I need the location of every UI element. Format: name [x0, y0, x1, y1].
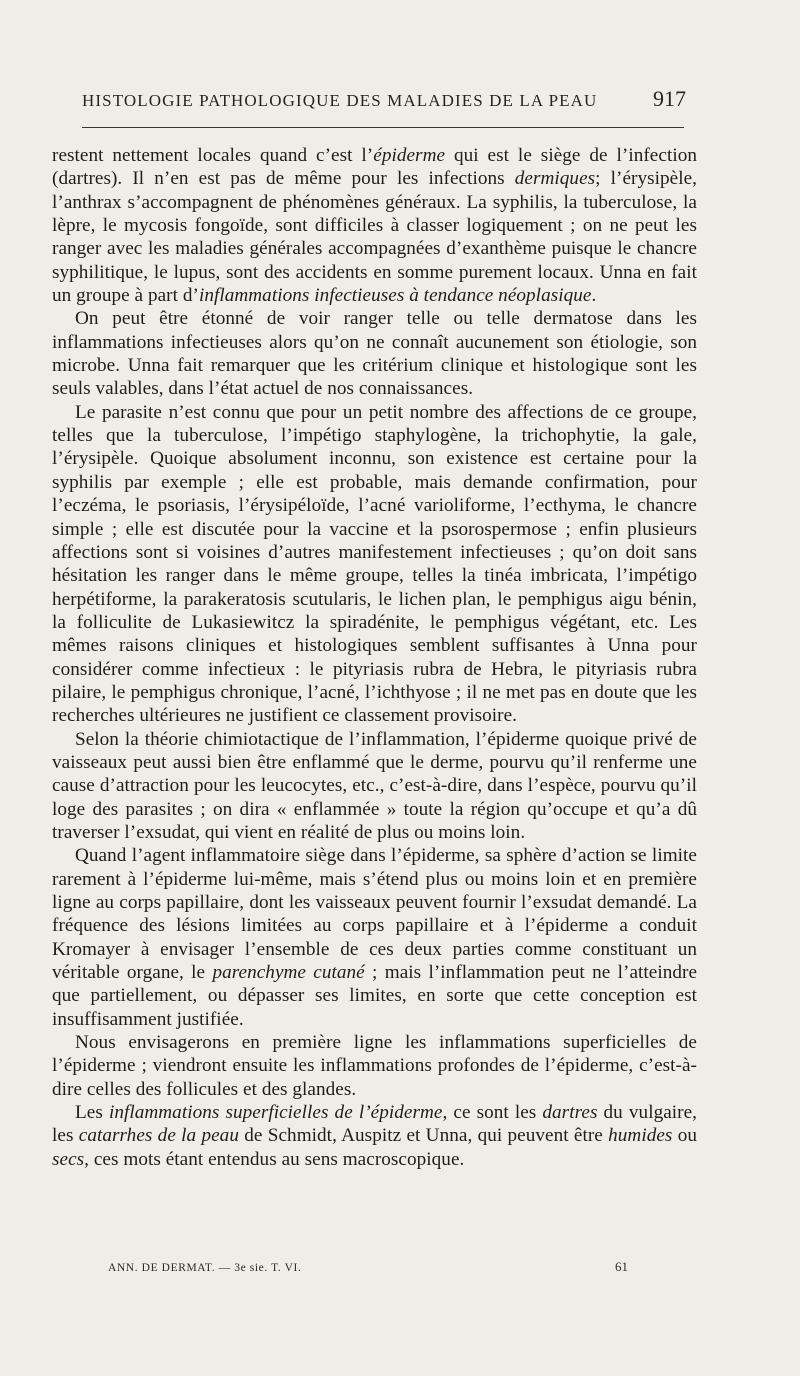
text-run: On peut être étonné de voir ranger telle ou telle dermatose dans les inflammations infectieuses alors qu’on ne connaît aucunement son étiologie, son microbe. Unna fait remarquer que les critérium clinique et histologique sont les seuls valables, dans l’état actuel de nos connaissances.: [52, 308, 697, 400]
text-run: , ces mots étant entendus au sens macroscopique.: [84, 1148, 465, 1170]
paragraph: [52, 307, 697, 400]
italic-text: secs: [52, 1148, 85, 1170]
paragraph: [52, 1031, 697, 1101]
paragraph: [52, 728, 697, 845]
running-header: [82, 86, 686, 116]
italic-text: dermiques: [514, 168, 596, 190]
sheet-number: 61: [615, 1259, 628, 1274]
italic-text: dartres: [542, 1102, 598, 1124]
text-run: Le parasite n’est connu que pour un petit nombre des affections de ce groupe, telles que la tuberculose, l’impétigo staphylogène, la trichophytie, la gale, l’érysipèle. Quoique absolument inconnu, son existence est certaine pour la syphilis par exemple ; elle est probable, mais demande confirmation, pour l’eczéma, le psoriasis, l’érysipéloïde, l’acné varioliforme, l’ecthyma, le chancre simple ; elle est discutée pour la vaccine et la psorospermose ; enfin plusieurs affections sont si voisines d’autres manifestement infectieuses ; qu’on doit sans hésitation les ranger dans le même groupe, telles la tinéa imbricata, l’impétigo herpétiforme, la parakeratosis scutularis, le lichen plan, le pemphigus aigu bénin, la folliculite de Lukasiewitcz la spiradénite, le pemphigus végétant, etc. Les mêmes raisons cliniques et histologiques semblent suffisantes à Unna pour considérer comme infectieux : le pityriasis rubra de Hebra, le pityriasis rubra pilaire, le pemphigus chronique, l’acné, l’ichthyose ; il ne met pas en doute que les recherches ultérieures ne justifient ce classement provisoire.: [52, 401, 697, 727]
signature-footer: [108, 1259, 628, 1275]
text-run: du vulgaire, les: [52, 1102, 698, 1147]
paragraph: [52, 401, 697, 728]
italic-text: parenchyme cutané: [212, 962, 365, 984]
text-run: , ce sont les: [442, 1102, 543, 1124]
italic-text: épiderme: [373, 145, 446, 166]
text-run: ou: [672, 1125, 698, 1147]
text-run: Les: [75, 1102, 109, 1124]
running-title: HISTOLOGIE PATHOLOGIQUE DES MALADIES DE LA PEAU: [82, 91, 598, 110]
header-rule: [82, 127, 684, 128]
text-run: .: [591, 285, 597, 307]
text-run: restent nettement locales quand c’est l’: [52, 145, 374, 166]
text-run: de Schmidt, Auspitz et Unna, qui peuvent être: [238, 1125, 609, 1147]
italic-text: catarrhes de la peau: [78, 1125, 239, 1147]
paragraph: [52, 144, 697, 307]
text-run: Quand l’agent inflammatoire siège dans l’épiderme, sa sphère d’action se limite rarement à l’épiderme lui-même, mais s’étend plus ou moins loin et en première ligne au corps papillaire, dont les vaisseaux peuvent fournir l’exsudat demandé. La fréquence des lésions limitées au corps papillaire et à l’épiderme a conduit Kromayer à envisager l’ensemble de ces deux parties comme constituant un véritable organe, le: [52, 845, 697, 984]
paragraph: [52, 844, 697, 1031]
text-run: ; l’érysipèle, l’anthrax s’accompagnent de phénomènes généraux. La syphilis, la tuberculose, la lèpre, le mycosis fongoïde, sont difficiles à classer logiquement ; on ne peut les ranger avec les maladies générales accompagnées d’exanthème puisque le chancre syphilitique, le lupus, sont des accidents en somme purement locaux. Unna en fait un groupe à part d’: [52, 168, 697, 307]
text-run: Nous envisagerons en première ligne les inflammations superficielles de l’épiderme ; viendront ensuite les inflammations profondes de l’épiderme, c’est-à-dire celles des follicules et des glandes.: [52, 1032, 697, 1100]
signature-line: ANN. DE DERMAT. — 3e sie. T. VI.: [108, 1262, 302, 1274]
body-text: [52, 144, 697, 1171]
text-run: ; mais l’inflammation peut ne l’atteindre que partiellement, ou dépasser ses limites, en sorte que cette conception est insuffisamment justifiée.: [52, 962, 698, 1030]
page-number: 917: [653, 86, 686, 111]
text-run: qui est le siège de l’infection (dartres). Il n’en est pas de même pour les infections: [52, 145, 697, 190]
italic-text: inflammations superficielles de l’épiderme: [108, 1102, 443, 1124]
italic-text: humides: [608, 1125, 673, 1147]
text-run: Selon la théorie chimiotactique de l’inflammation, l’épiderme quoique privé de vaisseaux peut aussi bien être enflammé que le derme, pourvu qu’il renferme une cause d’attraction pour les leucocytes, etc., c’est-à-dire, dans l’espèce, pourvu qu’il loge des parasites ; on dira « enflammée » toute la région qu’occupe et qu’a dû traverser l’exsudat, qui vient en réalité de plus ou moins loin.: [52, 728, 697, 843]
italic-text: inflammations infectieuses à tendance néoplasique: [198, 285, 592, 307]
paragraph: [52, 1101, 697, 1171]
